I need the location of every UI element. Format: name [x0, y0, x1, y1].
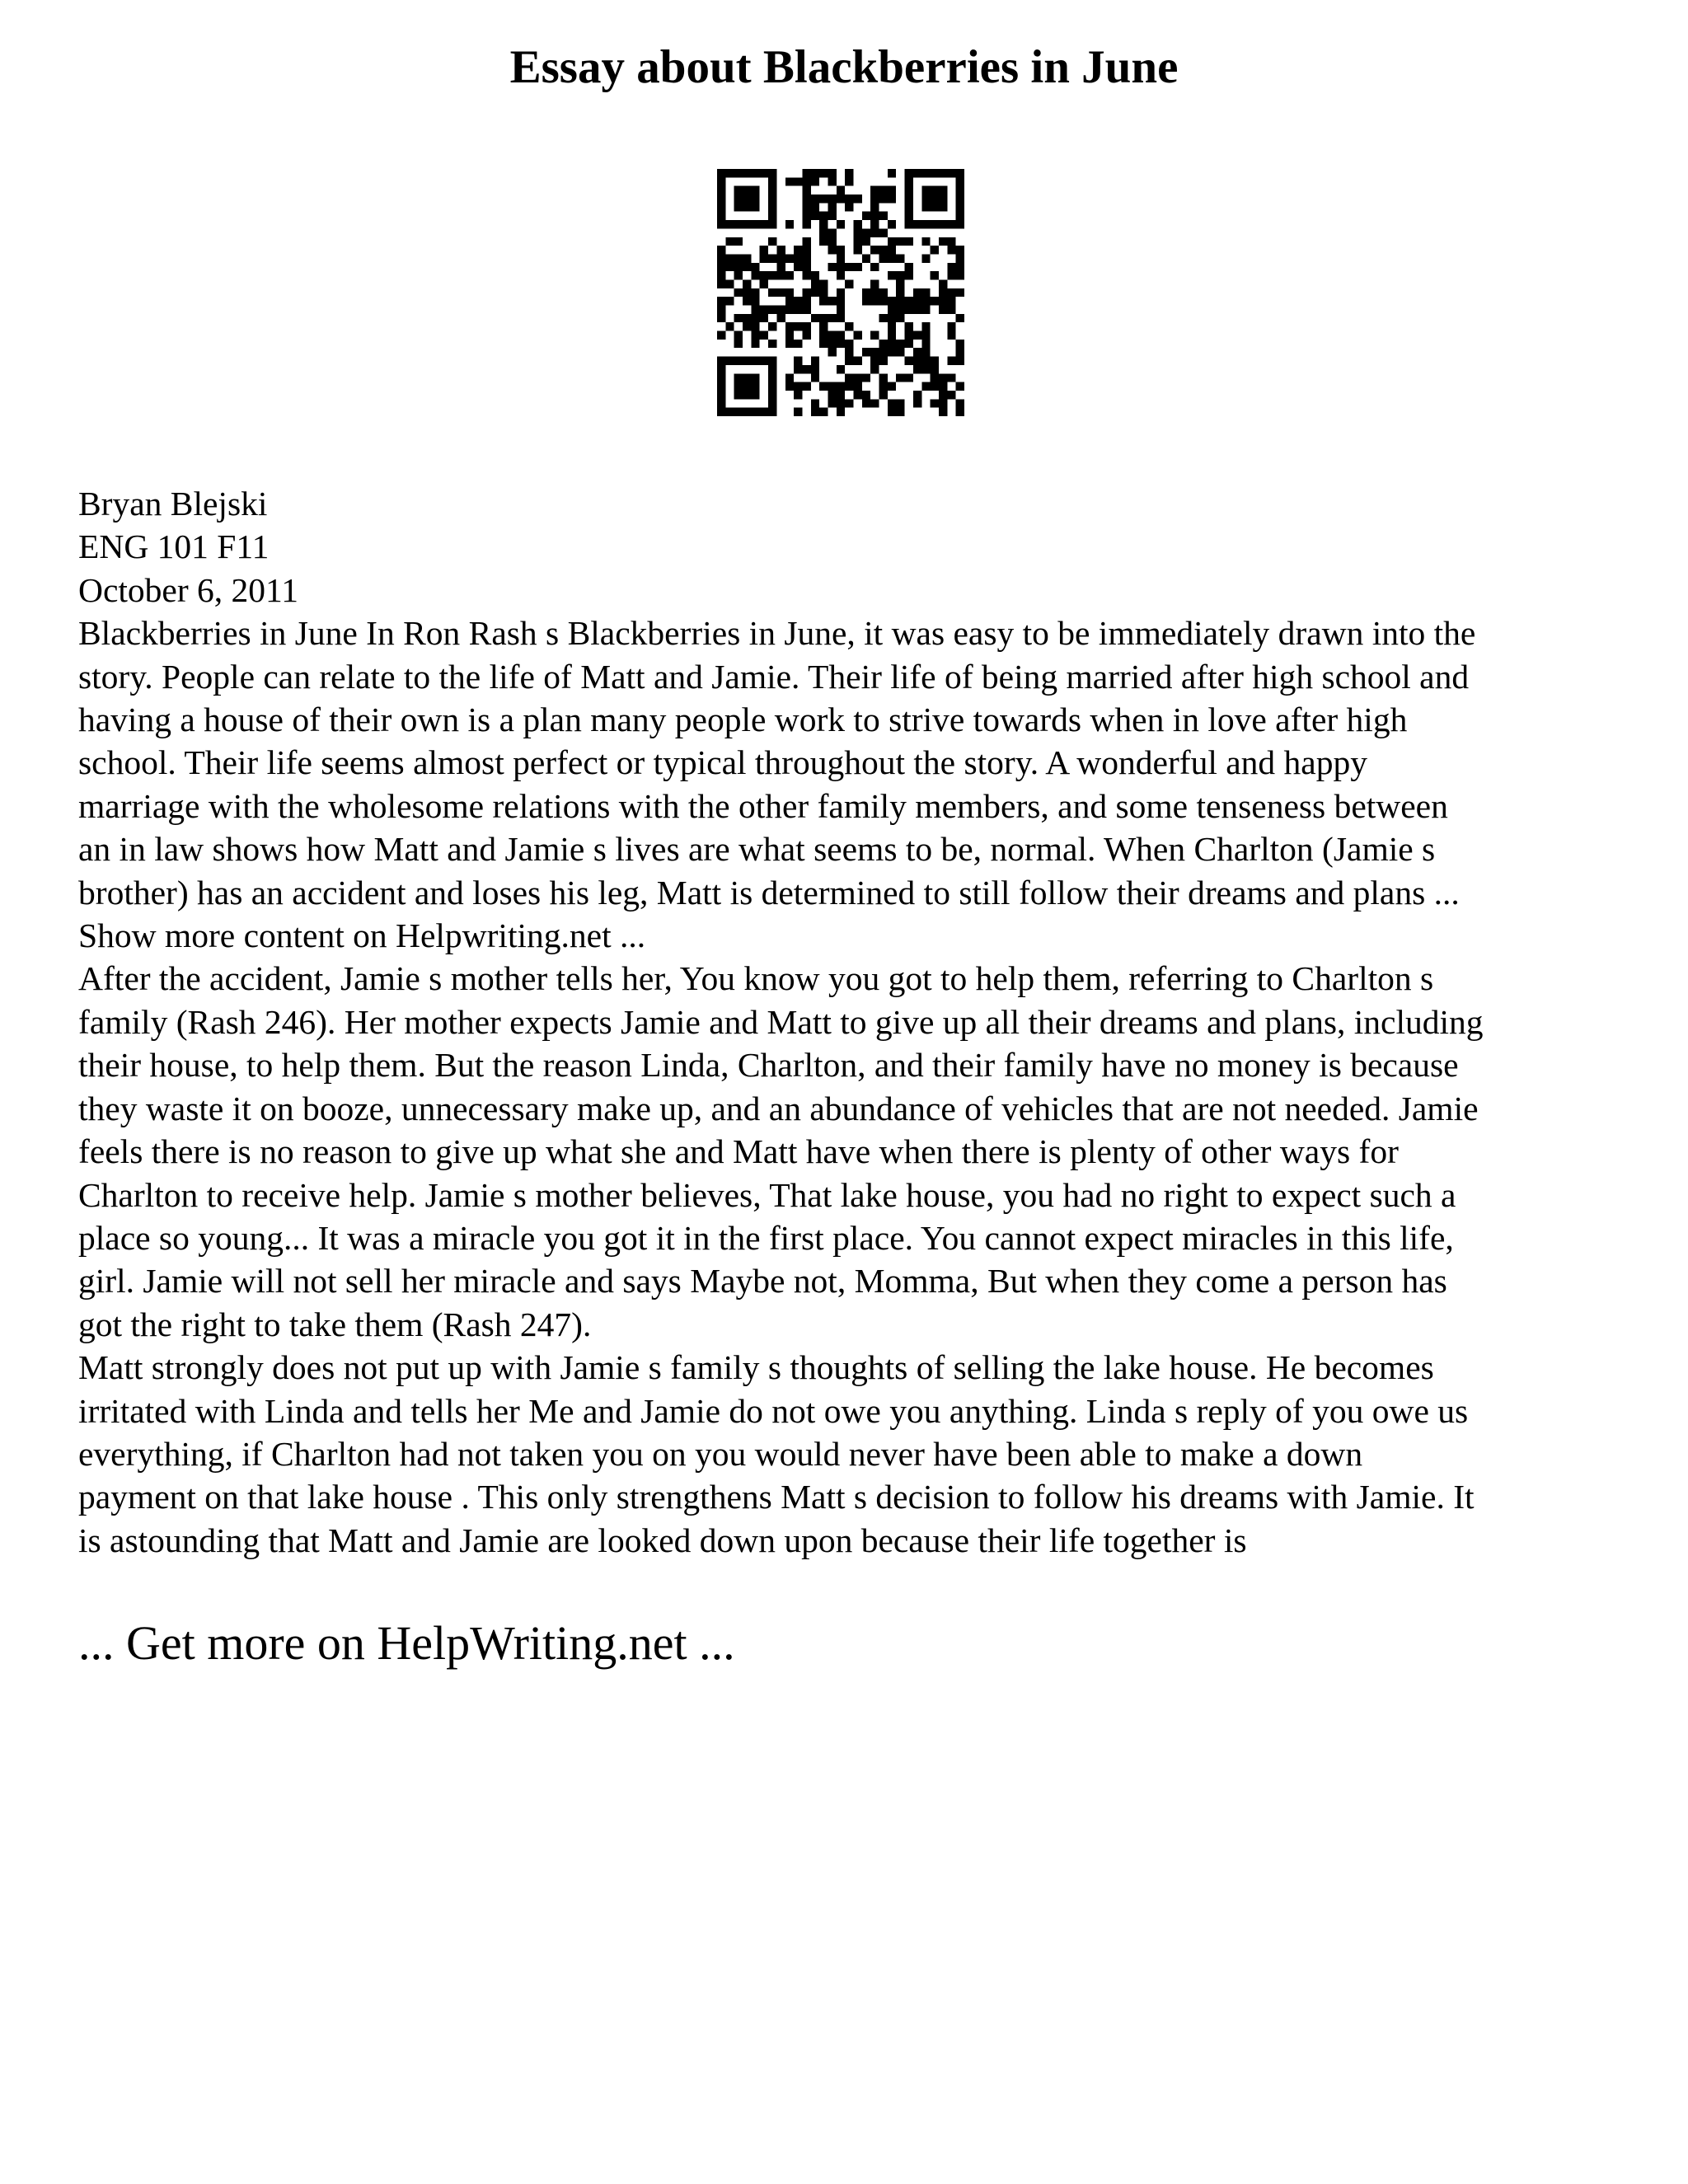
get-more-link[interactable]: ... Get more on HelpWriting.net ... — [78, 1616, 735, 1670]
paragraph-line: is astounding that Matt and Jamie are looked down upon because their life together is — [78, 1521, 1247, 1559]
paragraph-line: brother) has an accident and loses his leg, Matt is determined to still follow their dreams and plans ... — [78, 873, 1460, 912]
paragraph-line: payment on that lake house . This only strengthens Matt s decision to follow his dreams with Jamie. It — [78, 1478, 1475, 1516]
paragraph-2 — [78, 957, 1644, 1346]
author-name: Bryan Blejski — [78, 485, 268, 523]
paragraph-line: got the right to take them (Rash 247). — [78, 1305, 592, 1343]
paragraph-line: everything, if Charlton had not taken you on you would never have been able to make a down — [78, 1434, 1363, 1473]
paragraph-line: family (Rash 246). Her mother expects Jamie and Matt to give up all their dreams and plans, including — [78, 1002, 1484, 1041]
paragraph-line: their house, to help them. But the reason Linda, Charlton, and their family have no money is because — [78, 1046, 1459, 1085]
paragraph-line: Matt strongly does not put up with Jamie s family s thoughts of selling the lake house. He becomes — [78, 1348, 1434, 1387]
show-more-link[interactable]: Show more content on Helpwriting.net ... — [78, 916, 646, 955]
paragraph-line: feels there is no reason to give up what she and Matt have when there is plenty of other ways for — [78, 1132, 1399, 1171]
document-title: Essay about Blackberries in June — [509, 41, 1179, 93]
paragraph-line: Charlton to receive help. Jamie s mother believes, That lake house, you had no right to expect such a — [78, 1175, 1456, 1214]
paragraph-line: girl. Jamie will not sell her miracle and says Maybe not, Momma, But when they come a person has — [78, 1262, 1447, 1301]
paragraph-line: school. Their life seems almost perfect or typical throughout the story. A wonderful and happy — [78, 743, 1367, 782]
paragraph-line: an in law shows how Matt and Jamie s lives are what seems to be, normal. When Charlton (Jamie s — [78, 830, 1436, 869]
paragraph-line: place so young... It was a miracle you got it in the first place. You cannot expect miracles in this life, — [78, 1218, 1454, 1257]
paragraph-3 — [78, 1346, 1644, 1562]
course-code: ENG 101 F11 — [78, 527, 270, 566]
essay-body — [78, 482, 1644, 1562]
qr-code-icon — [717, 169, 964, 416]
paragraph-line: having a house of their own is a plan many people work to strive towards when in love after high — [78, 701, 1408, 739]
paragraph-line: After the accident, Jamie s mother tells her, You know you got to help them, referring to Charlton s — [78, 959, 1434, 998]
paragraph-line: irritated with Linda and tells her Me and Jamie do not owe you anything. Linda s reply of you owe us — [78, 1391, 1469, 1430]
essay-date: October 6, 2011 — [78, 570, 298, 609]
paragraph-line: story. People can relate to the life of Matt and Jamie. Their life of being married after high school and — [78, 657, 1470, 696]
paragraph-line: they waste it on booze, unnecessary make up, and an abundance of vehicles that are not needed. Jamie — [78, 1089, 1479, 1127]
paragraph-line: marriage with the wholesome relations with the other family members, and some tenseness between — [78, 786, 1448, 825]
paragraph-line: Blackberries in June In Ron Rash s Blackberries in June, it was easy to be immediately drawn into the — [78, 614, 1476, 653]
paragraph-1 — [78, 612, 1644, 957]
